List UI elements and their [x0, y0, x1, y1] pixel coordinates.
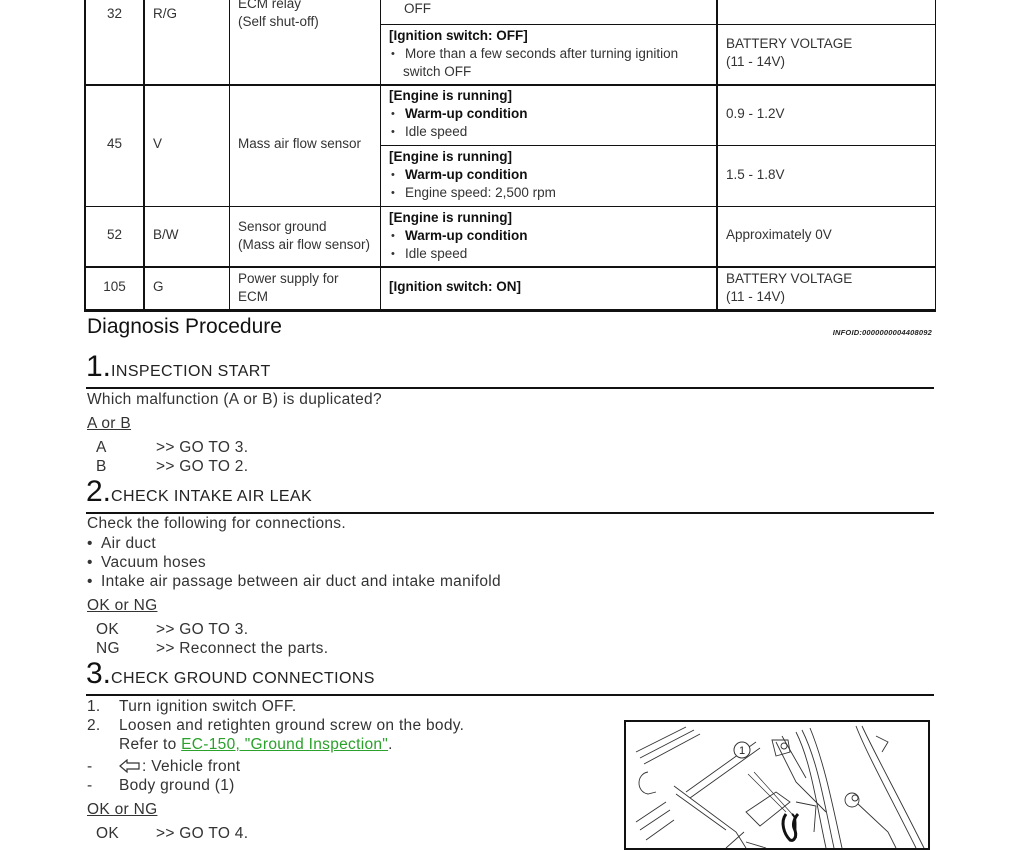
wire-color: B/W — [153, 227, 179, 242]
value — [726, 270, 852, 306]
condition-heading: [Ignition switch: OFF] — [389, 28, 528, 43]
condition-heading: [Engine is running] — [389, 88, 512, 103]
condition-heading: [Engine is running] — [389, 210, 512, 225]
value-line: (11 - 14V) — [726, 54, 786, 69]
table-row-divider — [84, 266, 936, 268]
condition-bullet-cont: switch OFF — [403, 64, 472, 79]
value-line: BATTERY VOLTAGE — [726, 271, 853, 286]
terminal-number: 105 — [103, 279, 126, 294]
choice-label: OK or NG — [87, 801, 158, 818]
value: 1.5 - 1.8V — [726, 167, 785, 182]
step-rule — [86, 512, 934, 514]
step-number: 3. — [86, 657, 112, 690]
outcome-action: >> GO TO 4. — [156, 825, 249, 842]
item-line: (Self shut-off) — [238, 14, 319, 29]
value-line: BATTERY VOLTAGE — [726, 36, 853, 51]
legend-text: : Vehicle front — [142, 758, 241, 775]
table-row-divider — [380, 24, 936, 25]
info-id: INFOID:0000000004408092 — [832, 328, 932, 337]
legend-dash: - — [87, 758, 93, 775]
value — [726, 35, 852, 71]
outcome-action: >> GO TO 2. — [156, 458, 249, 475]
condition-bullet: More than a few seconds after turning ignition — [405, 46, 679, 61]
step-question: Which malfunction (A or B) is duplicated? — [87, 391, 382, 408]
legend-dash: - — [87, 777, 93, 794]
table-col-divider — [716, 0, 718, 310]
step-heading — [86, 477, 312, 507]
item-description — [238, 270, 339, 306]
outcome-key: NG — [96, 640, 120, 657]
outcome-key: OK — [96, 825, 119, 842]
item-description — [238, 218, 370, 254]
condition-bullet: Warm-up condition — [405, 167, 528, 182]
condition-heading: [Ignition switch: ON] — [389, 279, 521, 294]
step-heading — [86, 352, 271, 382]
ground-location-illustration — [624, 720, 930, 850]
value-line: (11 - 14V) — [726, 289, 786, 304]
refer-line — [119, 736, 393, 754]
step-number: 1. — [86, 350, 112, 383]
refer-suffix: . — [388, 736, 393, 753]
condition-bullet: Idle speed — [405, 246, 468, 261]
item-number: 1. — [87, 698, 101, 715]
instruction: Turn ignition switch OFF. — [119, 698, 297, 715]
wire-color: G — [153, 279, 164, 294]
table-border-left — [84, 0, 86, 310]
check-item: Vacuum hoses — [101, 554, 206, 571]
table-border-bottom — [84, 309, 936, 312]
table-col-divider — [143, 0, 145, 310]
check-item: Intake air passage between air duct and intake manifold — [101, 573, 501, 590]
condition-heading: [Engine is running] — [389, 149, 512, 164]
bullet-icon: • — [391, 230, 395, 242]
engine-bay-drawing — [626, 722, 928, 848]
bullet-icon: • — [391, 169, 395, 181]
step-intro: Check the following for connections. — [87, 515, 346, 532]
choice-label: OK or NG — [87, 597, 158, 614]
bullet-icon: • — [391, 187, 395, 199]
step-title: CHECK GROUND CONNECTIONS — [111, 670, 375, 687]
section-title: Diagnosis Procedure — [87, 315, 282, 338]
bullet-icon: • — [391, 126, 395, 138]
item-number: 2. — [87, 717, 101, 734]
step-heading — [86, 659, 375, 689]
arrow-left-icon — [119, 759, 141, 773]
legend-text: Body ground (1) — [119, 777, 235, 794]
callout-number: 1 — [738, 745, 746, 757]
bullet-icon: • — [87, 573, 93, 590]
refer-prefix: Refer to — [119, 736, 182, 753]
condition-bullet: Warm-up condition — [405, 106, 528, 121]
value: 0.9 - 1.2V — [726, 106, 785, 121]
table-row-divider — [380, 145, 936, 146]
item-description — [238, 0, 319, 31]
check-item: Air duct — [101, 535, 156, 552]
outcome-key: OK — [96, 621, 119, 638]
outcome-key: A — [96, 439, 107, 456]
choice-label: A or B — [87, 415, 132, 432]
table-col-divider — [229, 0, 230, 310]
step-number: 2. — [86, 475, 112, 508]
outcome-action: >> Reconnect the parts. — [156, 640, 329, 657]
step-rule — [86, 387, 934, 389]
condition-bullet: Engine speed: 2,500 rpm — [405, 185, 556, 200]
bullet-icon: • — [391, 248, 395, 260]
bullet-icon: • — [391, 108, 395, 120]
ground-inspection-link[interactable]: EC-150, "Ground Inspection" — [181, 736, 389, 753]
item-line: (Mass air flow sensor) — [238, 237, 371, 252]
step-rule — [86, 694, 934, 696]
value: Approximately 0V — [726, 227, 832, 242]
step-title: INSPECTION START — [111, 363, 271, 380]
outcome-action: >> GO TO 3. — [156, 621, 249, 638]
outcome-action: >> GO TO 3. — [156, 439, 249, 456]
bullet-icon: • — [391, 48, 395, 60]
table-col-divider — [380, 0, 381, 310]
terminal-number: 45 — [106, 136, 123, 151]
bullet-icon: • — [87, 535, 93, 552]
instruction: Loosen and retighten ground screw on the body. — [119, 717, 465, 734]
wire-color: V — [153, 136, 163, 151]
condition-bullet: Warm-up condition — [405, 228, 528, 243]
wire-color: R/G — [153, 6, 178, 21]
condition — [389, 148, 709, 202]
condition-tail: OFF — [404, 1, 431, 16]
table-row-divider — [84, 206, 936, 207]
item-line: ECM — [238, 289, 268, 304]
terminal-number: 32 — [106, 6, 123, 21]
terminal-number: 52 — [106, 227, 123, 242]
item-line: Sensor ground — [238, 219, 327, 234]
item-line: Power supply for — [238, 271, 339, 286]
condition — [389, 27, 709, 81]
condition — [389, 209, 709, 263]
step-title: CHECK INTAKE AIR LEAK — [111, 488, 313, 505]
bullet-icon: • — [87, 554, 93, 571]
outcome-key: B — [96, 458, 107, 475]
table-border-right — [935, 0, 936, 310]
condition — [389, 87, 709, 141]
item-line: ECM relay — [238, 0, 302, 11]
table-row-divider — [84, 84, 936, 86]
condition-bullet: Idle speed — [405, 124, 468, 139]
item-description: Mass air flow sensor — [238, 136, 362, 151]
